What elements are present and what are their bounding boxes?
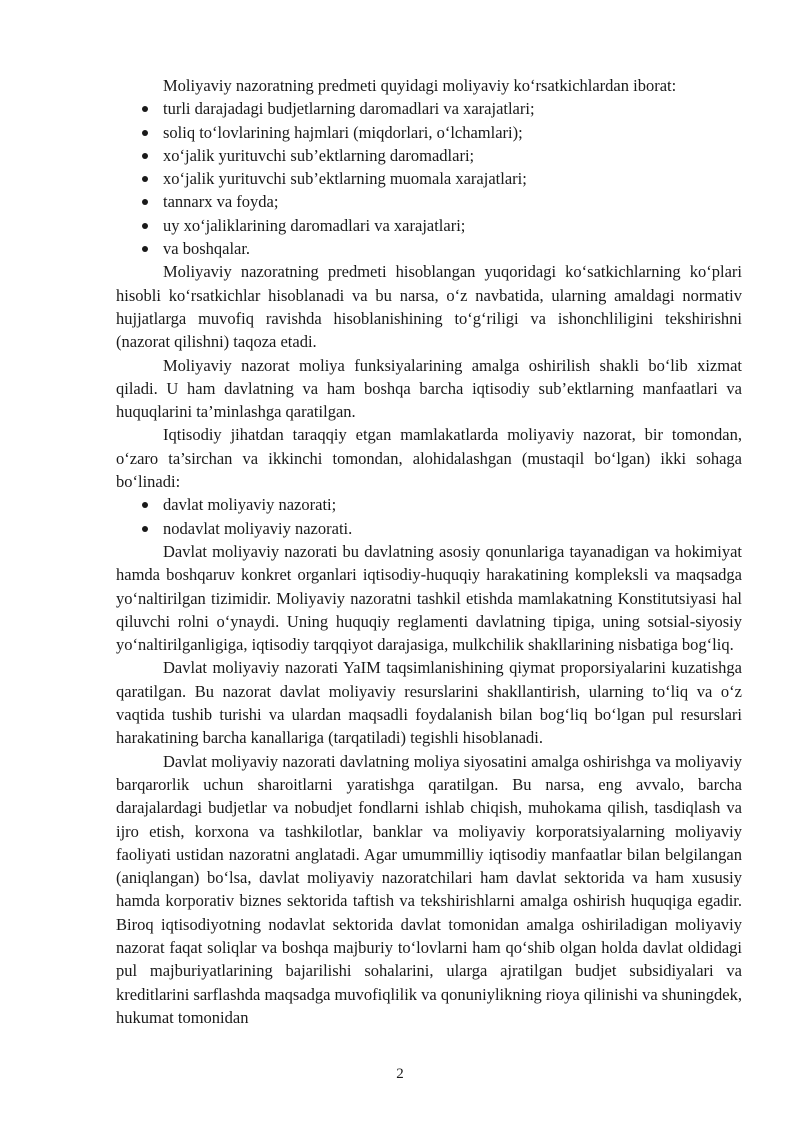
list-item-text: turli darajadagi budjetlarning daromadlari va xarajatlari; <box>163 99 535 119</box>
bullet-icon <box>142 153 148 159</box>
paragraph: Iqtisodiy jihatdan taraqqiy etgan mamlakatlarda moliyaviy nazorat, bir tomondan, o‘zaro ta’sirchan va ikkinchi tomondan, alohidalashgan (mustaqil bo‘lgan) ikki sohaga bo‘linadi: <box>116 425 742 492</box>
list-item-text: xo‘jalik yurituvchi sub’ektlarning daromadlari; <box>163 145 475 165</box>
paragraph: Moliyaviy nazoratning predmeti hisoblangan yuqoridagi ko‘satkichlarning ko‘plari hisobli ko‘rsatkichlar hisoblanadi va bu narsa, o‘z navbatida, ularning amaldagi normativ hujjatlarga muvofiq ravishda hisoblanishining to‘g‘riligi va ishonchliligini tekshirishni (nazorat qilishni) taqoza etadi. <box>116 262 742 352</box>
paragraph: Davlat moliyaviy nazorati YaIM taqsimlanishining qiymat proporsiyalarini kuzatishga qaratilgan. Bu nazorat davlat moliyaviy resurslarini shakllantirish, ularning to‘liq va o‘z vaqtida tushib turishi va ulardan maqsadli foydalanish bilan bog‘liq bo‘lgan pul resurslari harakatining barcha kanallariga (tarqatiladi) tegishli hisoblanadi. <box>116 658 742 748</box>
list-item <box>116 167 742 190</box>
paragraph: Davlat moliyaviy nazorati bu davlatning asosiy qonunlariga tayanadigan va hokimiyat hamda boshqaruv konkret organlari iqtisodiy-huquqiy harakatining kompleksli va maqsadga yo‘naltirilgan tizimidir. Moliyaviy nazoratni tashkil etishda mamlakatning Konstitutsiyasi hal qiluvchi rolni o‘ynaydi. Uning huquqiy reglamenti davlatning tipiga, uning sotsial-siyosiy yo‘naltirilganligiga, iqtisodiy tarqqiyot darajasiga, mulkchilik shakllarining nisbatiga bog‘liq. <box>116 541 742 655</box>
bullet-icon <box>142 130 148 136</box>
list-item <box>116 493 742 516</box>
list-item <box>116 144 742 167</box>
bullet-icon <box>142 199 148 205</box>
list-item <box>116 190 742 213</box>
list-item-text: uy xo‘jaliklarining daromadlari va xarajatlari; <box>163 215 466 235</box>
list-item <box>116 121 742 144</box>
paragraph: Moliyaviy nazorat moliya funksiyalarining amalga oshirilish shakli bo‘lib xizmat qiladi. U ham davlatning va ham boshqa barcha iqtisodiy sub’ektlarning manfaatlari va huquqlarini ta’minlashga qaratilgan. <box>116 355 742 422</box>
document-page <box>116 74 742 1029</box>
list-item-text: xo‘jalik yurituvchi sub’ektlarning muomala xarajatlari; <box>163 169 527 189</box>
indicator-list <box>116 97 742 260</box>
bullet-icon <box>142 502 148 508</box>
list-item-text: soliq to‘lovlarining hajmlari (miqdorlari, o‘lchamlari); <box>163 122 523 142</box>
bullet-icon <box>142 106 148 112</box>
paragraph: Moliyaviy nazoratning predmeti quyidagi moliyaviy ko‘rsatkichlardan iborat: <box>163 76 677 95</box>
list-item-text: nodavlat moliyaviy nazorati. <box>163 518 353 538</box>
bullet-icon <box>142 223 148 229</box>
spheres-list <box>116 493 742 540</box>
list-item-text: tannarx va foyda; <box>163 192 279 212</box>
bullet-icon <box>142 246 148 252</box>
list-item-text: davlat moliyaviy nazorati; <box>163 495 337 515</box>
list-item <box>116 517 742 540</box>
list-item <box>116 214 742 237</box>
paragraph: Davlat moliyaviy nazorati davlatning moliya siyosatini amalga oshirishga va moliyaviy barqarorlik uchun sharoitlarni yaratishga qaratilgan. Bu narsa, eng avvalo, barcha darajalardagi budjetlar va nobudjet fondlarni ishlab chiqish, muhokama qilish, tasdiqlash va ijro etish, korxona va tashkilotlar, banklar va moliyaviy korporatsiyalarning moliyaviy faoliyati ustidan nazoratni anglatadi. Agar umummilliy iqtisodiy manfaatlar bilan belgilangan (aniqlangan) bo‘lsa, davlat moliyaviy nazoratchilari ham davlat sektorida va ham xususiy hamda korporativ biznes sektorida taftish va tekshirishlarni amalga oshirish huquqiga egadir. Biroq iqtisodiyotning nodavlat sektorida davlat tomonidan amalga oshiriladigan moliyaviy nazorat faqat soliqlar va boshqa majburiy to‘lovlarni ham qo‘shib olgan holda davlat oldidagi pul majburiyatlarining bajarilishi sohalarini, ularga ajratilgan budjet subsidiyalari va kreditlarini sarflashda maqsadga muvofiqlilik va qonuniylikning rioya qilinishi va shuningdek, hukumat tomonidan <box>116 751 742 1027</box>
bullet-icon <box>142 176 148 182</box>
page-number: 2 <box>396 1066 404 1082</box>
list-item <box>116 237 742 260</box>
bullet-icon <box>142 526 148 532</box>
list-item-text: va boshqalar. <box>163 239 251 259</box>
list-item <box>116 97 742 120</box>
